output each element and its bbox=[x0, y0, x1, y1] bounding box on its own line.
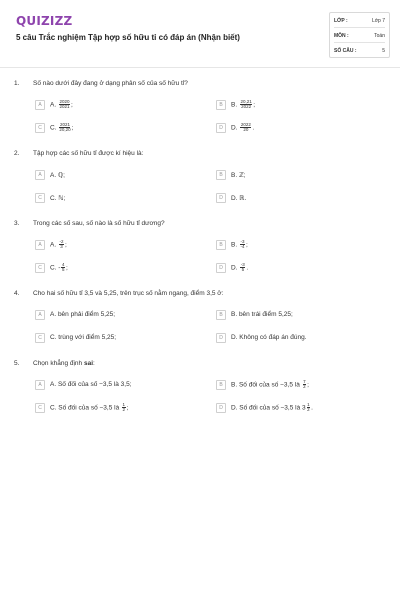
option-b[interactable] bbox=[216, 239, 248, 250]
info-box bbox=[329, 12, 390, 58]
option-letter-box: D bbox=[216, 403, 226, 413]
option-text: B. bên trái điểm 5,25; bbox=[231, 311, 293, 318]
option-letter-box: D bbox=[216, 123, 226, 133]
option-a[interactable] bbox=[35, 99, 73, 110]
info-value: 5 bbox=[382, 48, 385, 54]
option-text: A. bên phải điểm 5,25; bbox=[50, 311, 116, 318]
option-letter-box: C bbox=[35, 263, 45, 273]
option-letter-box: C bbox=[35, 123, 45, 133]
question-text: Số nào dưới đây đang ở dạng phân số của số hữu tỉ? bbox=[33, 80, 188, 87]
option-text: B. Số đối của số −3,5 là $\frac{7}{2}$ ; bbox=[231, 378, 309, 389]
info-label: LỚP : bbox=[334, 17, 348, 24]
question-number: 4. bbox=[14, 290, 20, 297]
fraction: $\frac{-3}{-4}$ bbox=[240, 238, 245, 249]
option-letter-box: D bbox=[216, 263, 226, 273]
option-a[interactable] bbox=[35, 239, 67, 250]
option-text: C. $\frac{2021}{20,20}$ ; bbox=[50, 121, 74, 132]
option-c[interactable] bbox=[35, 262, 68, 273]
question-number: 3. bbox=[14, 220, 20, 227]
option-letter-box: B bbox=[216, 310, 226, 320]
option-letter-box: B bbox=[216, 170, 226, 180]
option-text: C. Số đối của số −3,5 là $\frac{1}{2}$ ; bbox=[50, 401, 129, 412]
fraction: $\frac{20,21}{2022}$ bbox=[240, 98, 252, 109]
option-a[interactable] bbox=[35, 169, 65, 180]
fraction: $\frac{2020}{2021}$ bbox=[59, 98, 70, 109]
option-letter-box: D bbox=[216, 193, 226, 203]
option-c[interactable] bbox=[35, 402, 128, 413]
fraction: $\frac{-3}{5}$ bbox=[240, 261, 245, 272]
option-letter-box: A bbox=[35, 380, 45, 390]
option-c[interactable] bbox=[35, 332, 116, 343]
info-label: SỐ CÂU : bbox=[334, 48, 357, 54]
question-text: Tập hợp các số hữu tỉ được kí hiệu là: bbox=[33, 150, 144, 157]
fraction: $\frac{2022}{20}$ bbox=[240, 121, 251, 132]
info-value: Lớp 7 bbox=[371, 17, 385, 24]
info-row-subject bbox=[334, 29, 385, 43]
option-text: B. ℤ; bbox=[231, 171, 246, 179]
option-text: C. ℕ; bbox=[50, 194, 66, 202]
option-d[interactable] bbox=[216, 122, 254, 133]
option-text: D. ℝ. bbox=[231, 194, 247, 202]
option-letter-box: A bbox=[35, 240, 45, 250]
option-b[interactable] bbox=[216, 169, 246, 180]
option-text: C. trùng với điểm 5,25; bbox=[50, 334, 117, 341]
info-value: Toán bbox=[374, 32, 385, 39]
option-a[interactable] bbox=[35, 309, 115, 320]
option-b[interactable] bbox=[216, 99, 255, 110]
info-label: MÔN : bbox=[334, 32, 349, 39]
info-row-class bbox=[334, 14, 385, 28]
option-text: A. ℚ; bbox=[50, 171, 65, 179]
option-text: A. Số đối của số −3,5 là 3,5; bbox=[50, 381, 132, 388]
option-text: B. $\frac{-3}{-4}$ ; bbox=[231, 238, 248, 249]
question-text: Trong các số sau, số nào là số hữu tỉ dương? bbox=[33, 220, 165, 227]
fraction: $\frac{1}{2}$ bbox=[307, 401, 310, 412]
fraction: $\frac{-2}{3}$ bbox=[59, 238, 64, 249]
option-letter-box: C bbox=[35, 333, 45, 343]
option-letter-box: B bbox=[216, 100, 226, 110]
option-text: D. $\frac{2022}{20}$ . bbox=[231, 121, 255, 132]
question-number: 5. bbox=[14, 360, 20, 367]
option-letter-box: A bbox=[35, 100, 45, 110]
option-c[interactable] bbox=[35, 122, 73, 133]
option-letter-box: C bbox=[35, 403, 45, 413]
header-divider bbox=[0, 67, 400, 68]
question-text: Cho hai số hữu tỉ 3,5 và 5,25, trên trục số nằm ngang, điểm 3,5 ở: bbox=[33, 290, 224, 297]
fraction: $\frac{2021}{20,20}$ bbox=[59, 121, 71, 132]
option-d[interactable] bbox=[216, 402, 313, 413]
option-text: B. $\frac{20,21}{2022}$ ; bbox=[231, 98, 256, 109]
option-letter-box: D bbox=[216, 333, 226, 343]
question-number: 1. bbox=[14, 80, 20, 87]
option-d[interactable] bbox=[216, 192, 246, 203]
option-b[interactable] bbox=[216, 309, 293, 320]
info-row-count bbox=[334, 44, 385, 58]
option-text: C. - $\frac{4}{5}$ ; bbox=[50, 261, 68, 272]
question-text: Chọn khẳng định sai: bbox=[33, 360, 95, 367]
option-letter-box: B bbox=[216, 240, 226, 250]
quizizz-logo: QUIZIZZ bbox=[16, 14, 73, 28]
option-d[interactable] bbox=[216, 332, 307, 343]
option-letter-box: A bbox=[35, 310, 45, 320]
fraction: $\frac{7}{2}$ bbox=[303, 378, 306, 389]
option-text: A. $\frac{2020}{2021}$ ; bbox=[50, 98, 73, 109]
option-text: D. $\frac{-3}{5}$ . bbox=[231, 261, 249, 272]
page-title: 5 câu Trắc nghiệm Tập hợp số hữu tỉ có đáp án (Nhận biết) bbox=[16, 33, 240, 42]
option-text: D. Không có đáp án đúng. bbox=[231, 334, 307, 341]
fraction: $\frac{1}{2}$ bbox=[122, 401, 126, 412]
option-text: A. $\frac{-2}{3}$ ; bbox=[50, 238, 67, 249]
option-a[interactable] bbox=[35, 379, 132, 390]
option-b[interactable] bbox=[216, 379, 309, 390]
option-d[interactable] bbox=[216, 262, 248, 273]
option-letter-box: B bbox=[216, 380, 226, 390]
option-text: D. Số đối của số −3,5 là 3 $\frac{1}{2}$ . bbox=[231, 401, 313, 412]
fraction: $\frac{4}{5}$ bbox=[61, 261, 65, 272]
option-letter-box: C bbox=[35, 193, 45, 203]
question-number: 2. bbox=[14, 150, 20, 157]
option-c[interactable] bbox=[35, 192, 65, 203]
option-letter-box: A bbox=[35, 170, 45, 180]
